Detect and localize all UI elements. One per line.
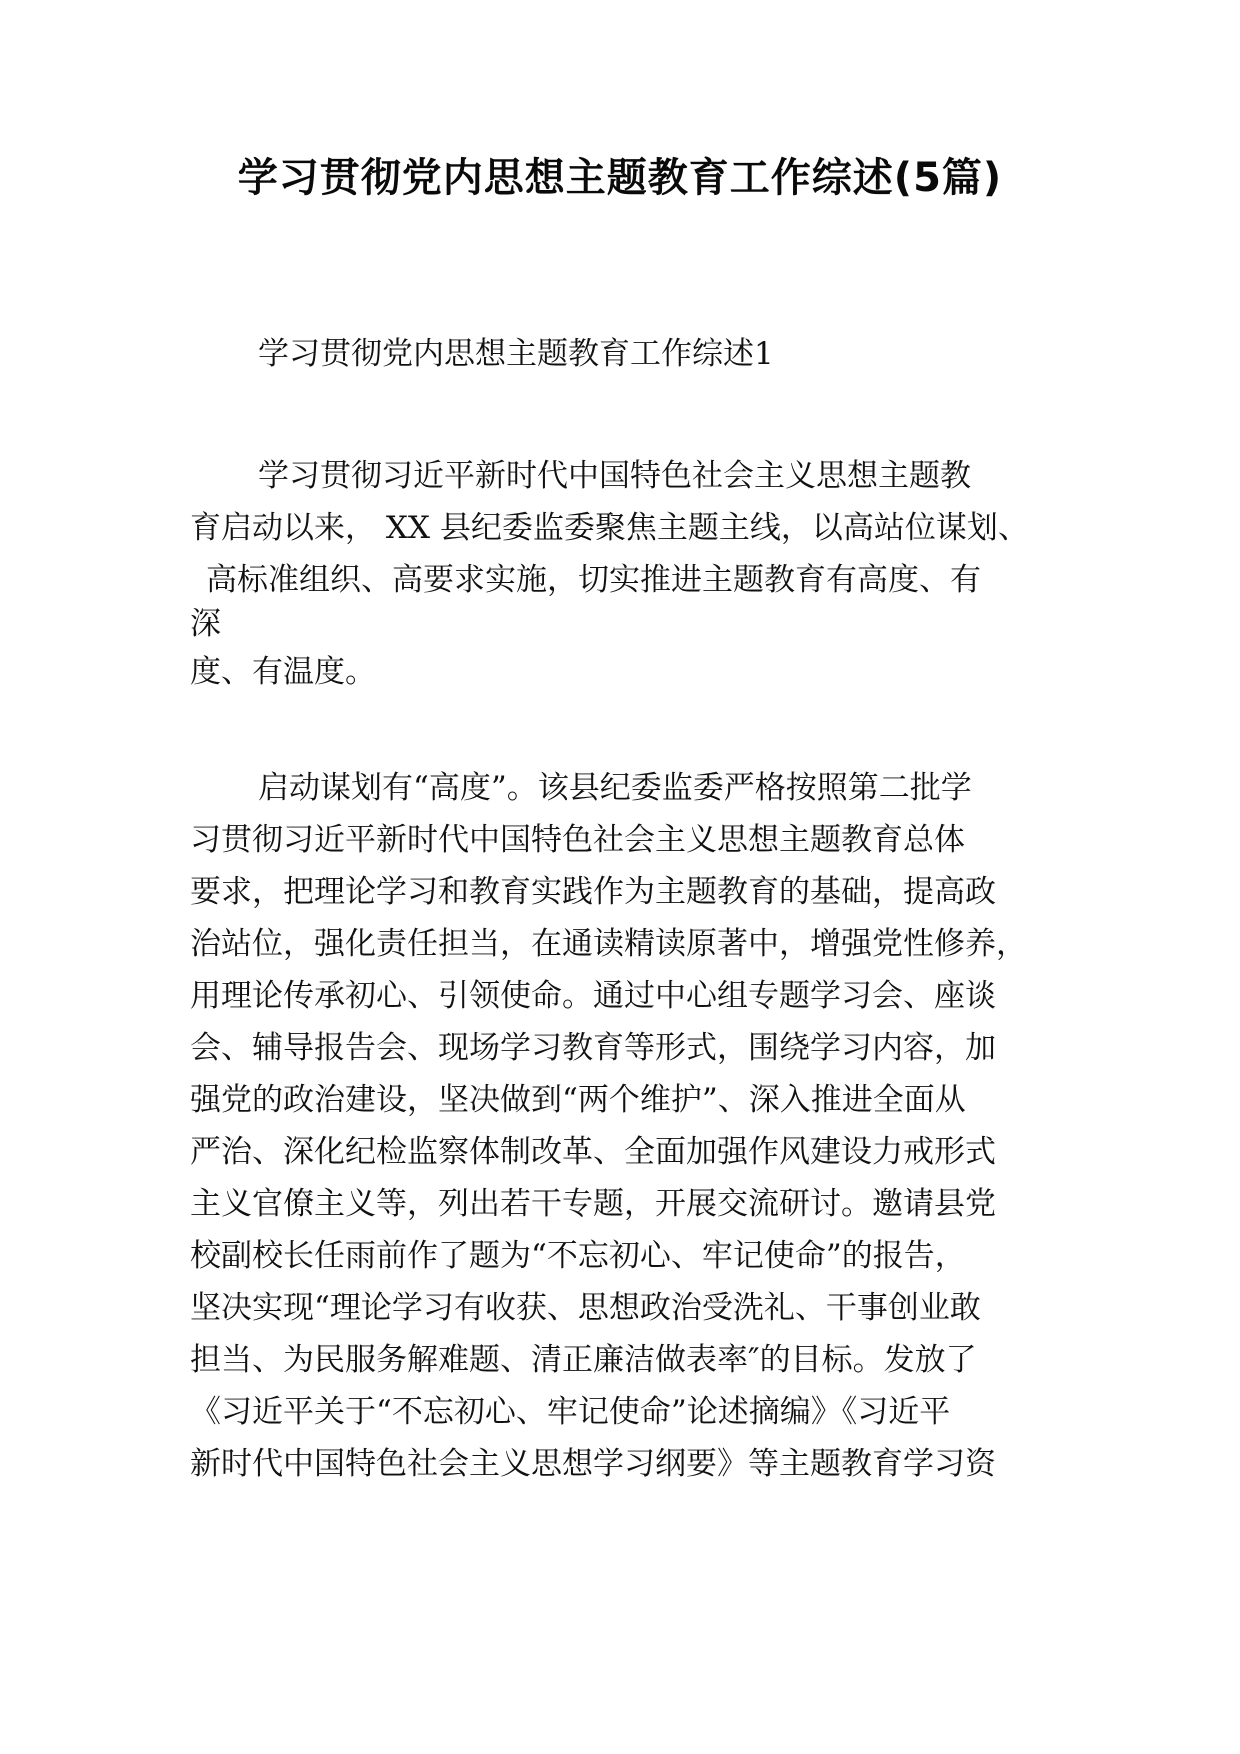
paragraph2-line: 习贯彻习近平新时代中国特色社会主义思想主题教育总体 (190, 822, 965, 858)
paragraph2-line: 主义官僚主义等，列出若干专题，开展交流研讨。邀请县党 (190, 1186, 996, 1222)
paragraph2-line: 校副校长任雨前作了题为“不忘初心、牢记使命”的报告， (190, 1238, 966, 1274)
document-title: 学习贯彻党内思想主题教育工作综述(5篇) (237, 155, 1003, 201)
paragraph1-line: 学习贯彻习近平新时代中国特色社会主义思想主题教 (258, 458, 971, 494)
paragraph1-line: 高标准组织、高要求实施，切实推进主题教育有高度、有 (206, 562, 981, 598)
paragraph2-line: 会、辅导报告会、现场学习教育等形式，围绕学习内容，加 (190, 1030, 996, 1066)
paragraph2-line: 用理论传承初心、引领使命。通过中心组专题学习会、座谈 (190, 978, 996, 1014)
paragraph2-line: 治站位，强化责任担当，在通读精读原著中，增强党性修养， (190, 926, 1027, 962)
paragraph1-line: 深 (190, 606, 221, 642)
paragraph2-line: 担当、为民服务解难题、清正廉洁做表率″的目标。发放了 (190, 1342, 977, 1378)
paragraph2-line: 坚决实现“理论学习有收获、思想政治受洗礼、干事创业敢 (190, 1290, 981, 1326)
paragraph2-line: 严治、深化纪检监察体制改革、全面加强作风建设力戒形式 (190, 1134, 996, 1170)
paragraph2-line: 启动谋划有“高度”。该县纪委监委严格按照第二批学 (258, 770, 972, 806)
paragraph2-line: 要求，把理论学习和教育实践作为主题教育的基础，提高政 (190, 874, 996, 910)
paragraph2-line: 《习近平关于“不忘初心、牢记使命”论述摘编》《习近平 (190, 1394, 951, 1430)
paragraph2-line: 新时代中国特色社会主义思想学习纲要》等主题教育学习资 (190, 1446, 996, 1482)
section-heading: 学习贯彻党内思想主题教育工作综述1 (258, 336, 774, 372)
paragraph2-line: 强党的政治建设，坚决做到“两个维护”、深入推进全面从 (190, 1082, 966, 1118)
paragraph1-line: 度、有温度。 (190, 654, 376, 690)
paragraph1-line: 育启动以来， XX 县纪委监委聚焦主题主线，以高站位谋划、 (190, 510, 1029, 546)
